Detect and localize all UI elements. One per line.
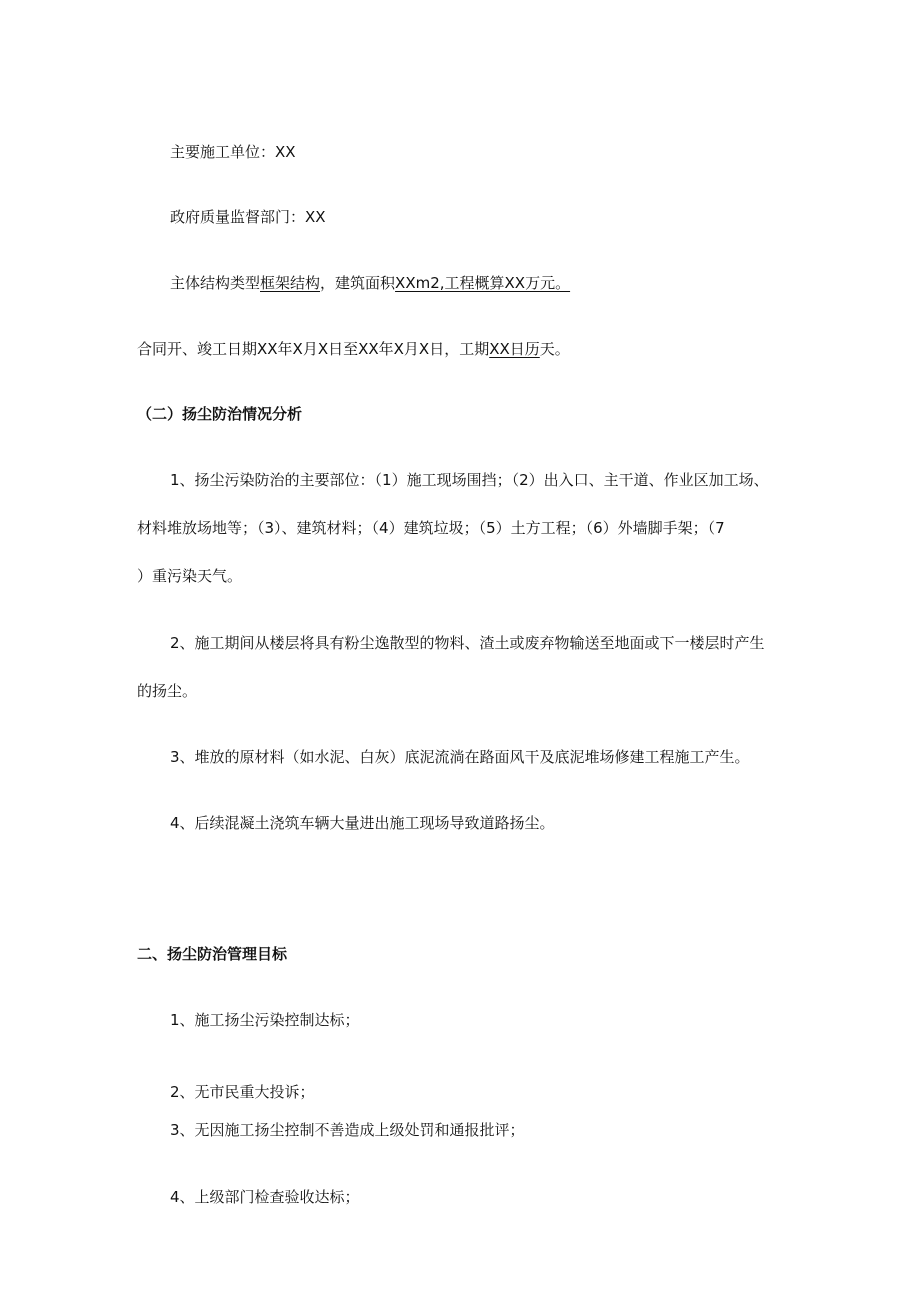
dust-item2-line2: 的扬尘。 — [137, 682, 198, 700]
schedule-line — [137, 339, 570, 359]
goal-item2: 2、无市民重大投诉； — [170, 1083, 315, 1101]
dust-item1-line2: 材料堆放场地等；（3）、建筑材料；（4）建筑垃圾；（5）土方工程；（6）外墙脚手架；（7 — [137, 519, 725, 537]
structure-line — [170, 273, 570, 293]
dust-item1-line1: 1、扬尘污染防治的主要部位：（1）施工现场围挡；（2）出入口、主干道、作业区加工场、 — [170, 471, 769, 489]
structure-prefix: 主体结构类型 — [170, 274, 261, 292]
supervision-line: 政府质量监督部门：XX — [170, 208, 326, 226]
schedule-days: XX日历 — [489, 340, 540, 358]
structure-type: 框架结构 — [260, 274, 321, 292]
structure-mid: ，建筑面积 — [320, 274, 396, 292]
goal-item4: 4、上级部门检查验收达标； — [170, 1188, 360, 1206]
dust-item2-line1: 2、施工期间从楼层将具有粉尘逸散型的物料、渣土或废弃物输送至地面或下一楼层时产生 — [170, 634, 765, 652]
dust-item3: 3、堆放的原材料（如水泥、白灰）底泥流淌在路面风干及底泥堆场修建工程施工产生。 — [170, 748, 750, 766]
contractor-line: 主要施工单位：XX — [170, 143, 296, 161]
schedule-prefix: 合同开、竣工日期XX年X月X日至XX年X月X日，工期 — [137, 340, 490, 358]
dust-analysis-heading: （二）扬尘防治情况分析 — [137, 405, 303, 423]
area-and-budget: XXm2,工程概算XX万元。 — [395, 274, 571, 292]
goals-heading: 二、扬尘防治管理目标 — [137, 945, 288, 963]
goal-item3: 3、无因施工扬尘控制不善造成上级处罚和通报批评； — [170, 1121, 525, 1139]
schedule-suffix: 天。 — [539, 340, 570, 358]
dust-item4: 4、后续混凝土浇筑车辆大量进出施工现场导致道路扬尘。 — [170, 814, 555, 832]
goal-item1: 1、施工扬尘污染控制达标； — [170, 1011, 360, 1029]
dust-item1-line3: ）重污染天气。 — [137, 567, 243, 585]
